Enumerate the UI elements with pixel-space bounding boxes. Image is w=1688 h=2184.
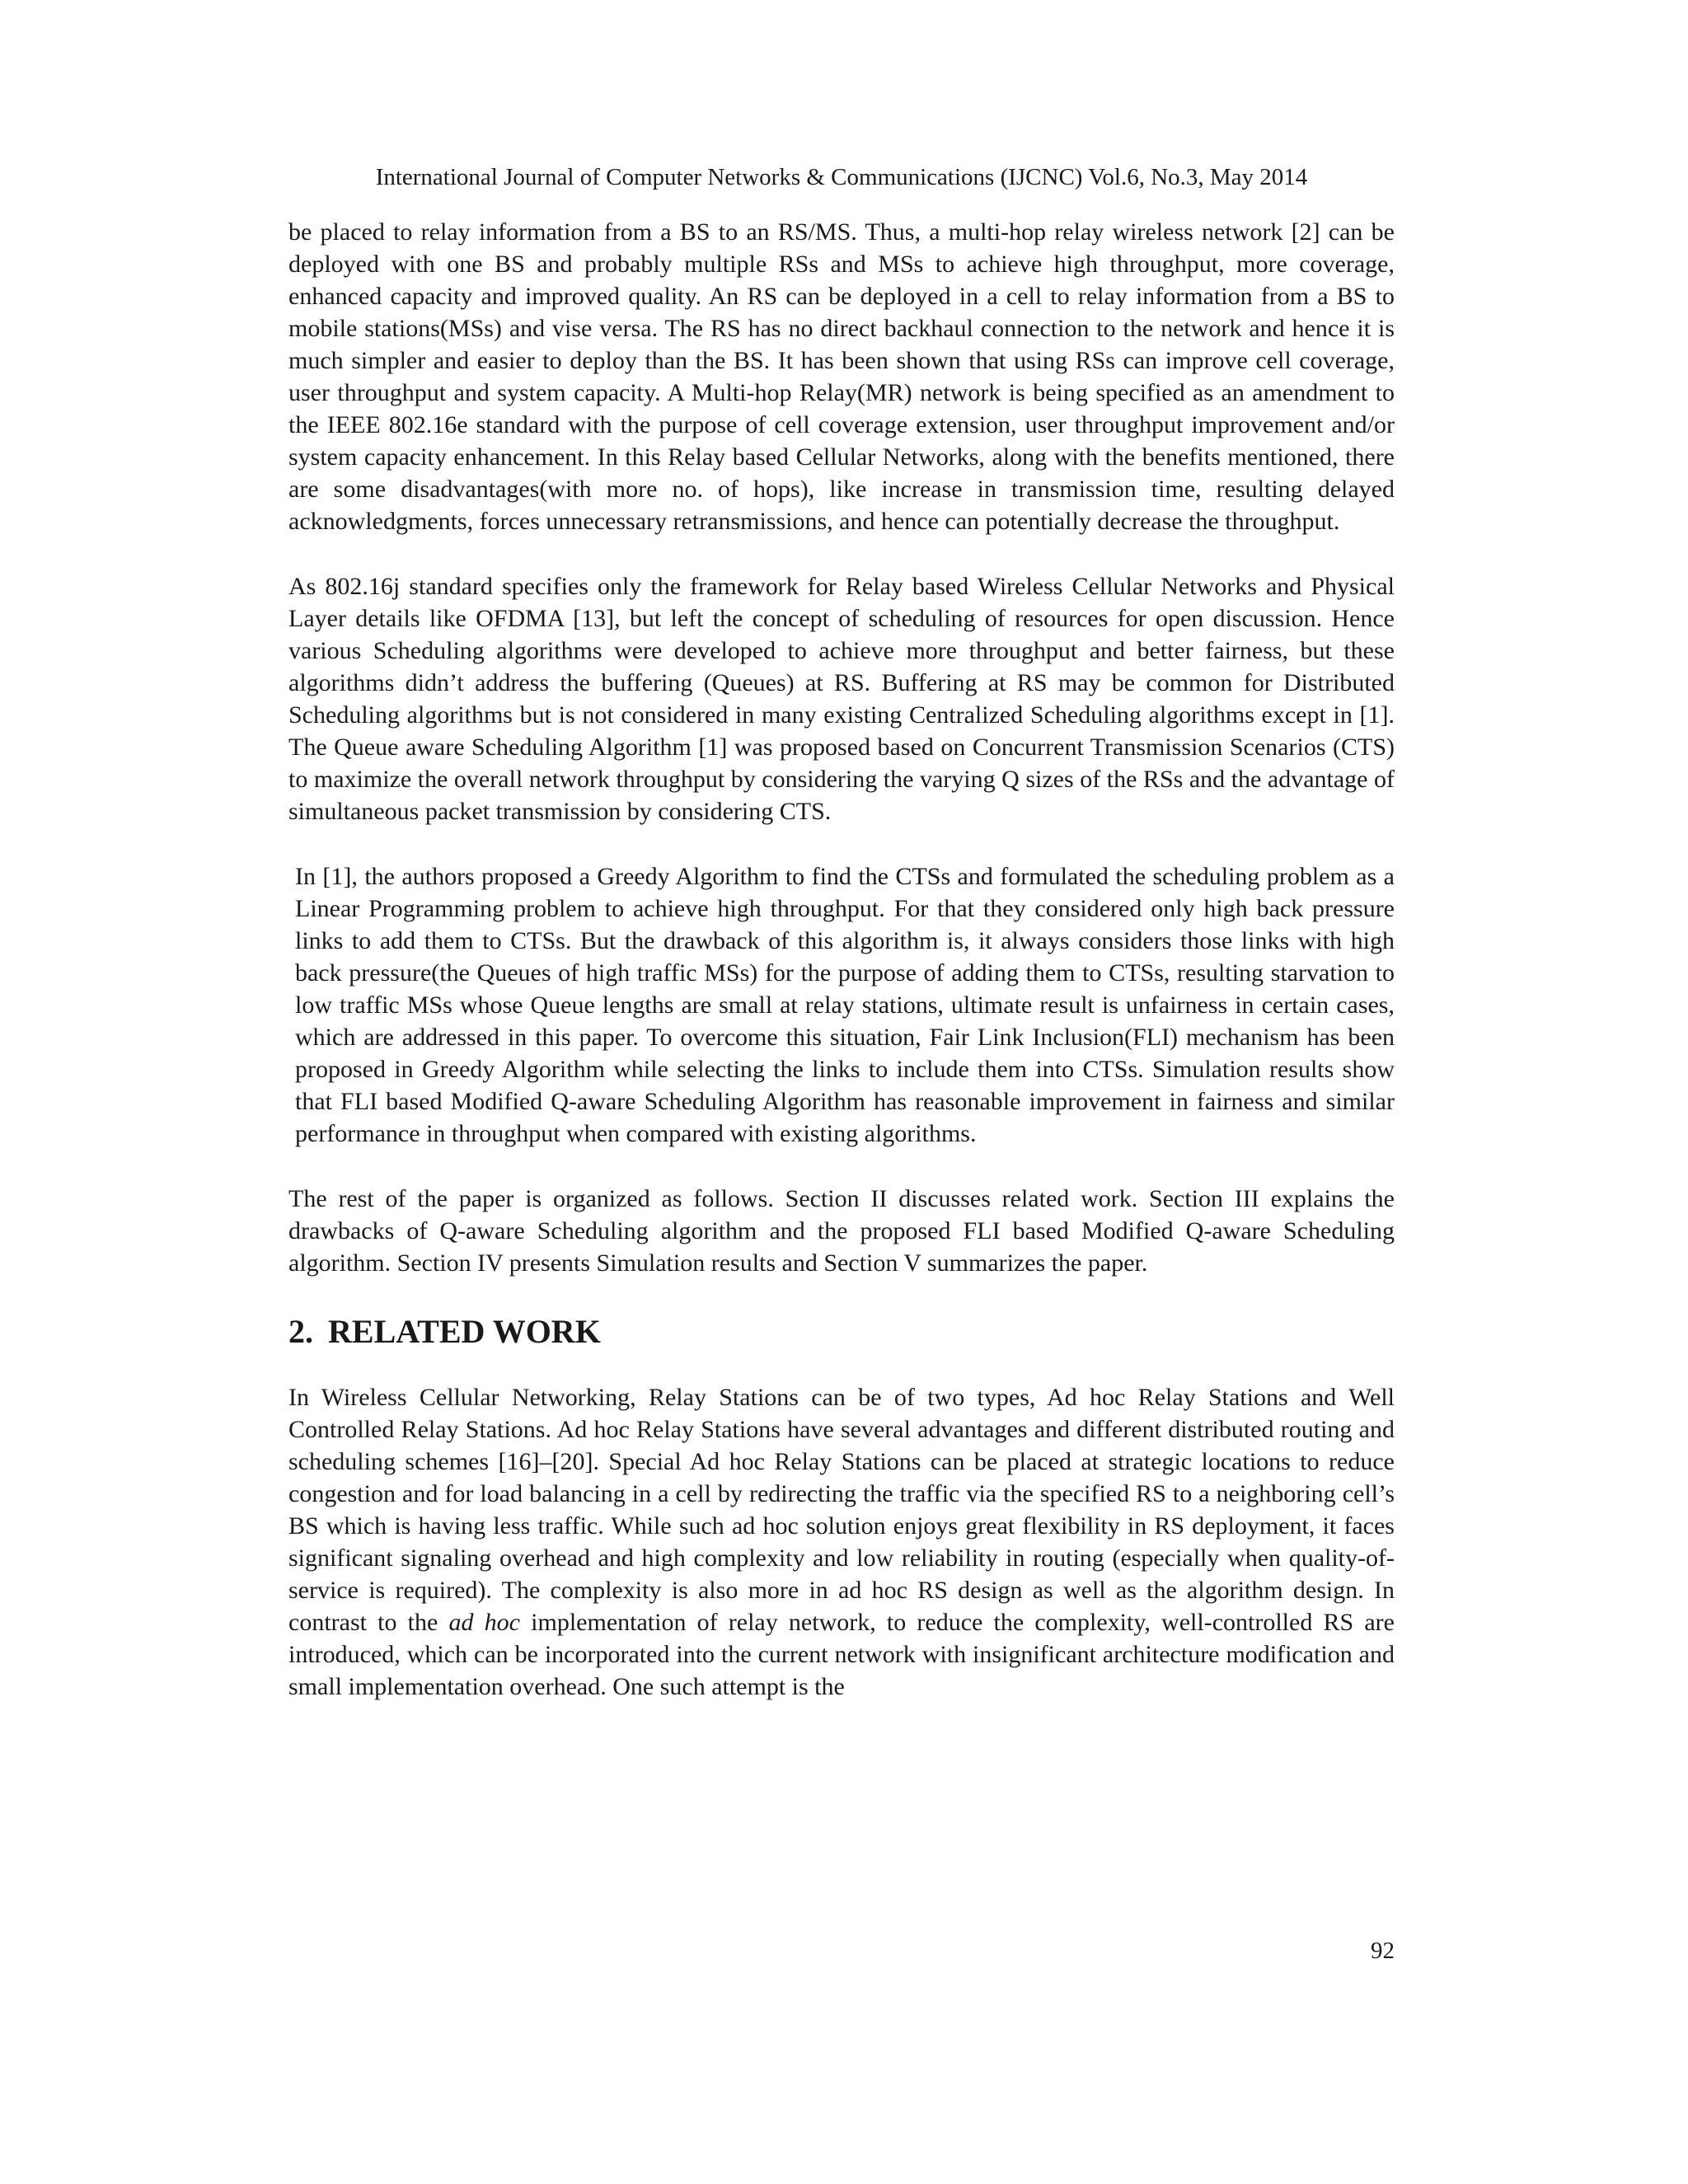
paragraph-related-work	[288, 1381, 1395, 1703]
paragraph-greedy-algorithm: In [1], the authors proposed a Greedy Algorithm to find the CTSs and formulated the scheduling problem as a Linear Programming problem to achieve high throughput. For that they considered only high back pressure links to add them to CTSs. But the drawback of this algorithm is, it always considers those links with high back pressure(the Queues of high traffic MSs) for the purpose of adding them to CTSs, resulting starvation to low traffic MSs whose Queue lengths are small at relay stations, ultimate result is unfairness in certain cases, which are addressed in this paper. To overcome this situation, Fair Link Inclusion(FLI) mechanism has been proposed in Greedy Algorithm while selecting the links to include them into CTSs. Simulation results show that FLI based Modified Q-aware Scheduling Algorithm has reasonable improvement in fairness and similar performance in throughput when compared with existing algorithms.	[295, 863, 1395, 1147]
related-work-text-part2: implementation of relay network, to reduce the complexity, well-controlled RS are introduced, which can be incorporated into the current network with insignificant architecture modification and small implementation overhead. One such attempt is the	[288, 1609, 1395, 1700]
related-work-italic-term: ad hoc	[448, 1609, 520, 1636]
running-header: International Journal of Computer Networks & Communications (IJCNC) Vol.6, No.3, May 2014	[375, 164, 1308, 190]
section-heading-related-work	[288, 1310, 1395, 1353]
paper-page	[288, 0, 1395, 2184]
paragraph-paper-organization: The rest of the paper is organized as follows. Section II discusses related work. Section III explains the drawbacks of Q-aware Scheduling algorithm and the proposed FLI based Modified Q-aware Scheduling algorithm. Section IV presents Simulation results and Section V summarizes the paper.	[288, 1185, 1395, 1277]
section-number: 2.	[288, 1313, 313, 1350]
section-title: RELATED WORK	[328, 1313, 601, 1350]
paragraph-80216j-standard: As 802.16j standard specifies only the framework for Relay based Wireless Cellular Networks and Physical Layer details like OFDMA [13], but left the concept of scheduling of resources for open discussion. Hence various Scheduling algorithms were developed to achieve more throughput and better fairness, but these algorithms didn’t address the buffering (Queues) at RS. Buffering at RS may be common for Distributed Scheduling algorithms but is not considered in many existing Centralized Scheduling algorithms except in [1]. The Queue aware Scheduling Algorithm [1] was proposed based on Concurrent Transmission Scenarios (CTS) to maximize the overall network throughput by considering the varying Q sizes of the RSs and the advantage of simultaneous packet transmission by considering CTS.	[288, 573, 1395, 825]
page-number: 92	[1371, 1938, 1395, 1964]
related-work-text-part1: In Wireless Cellular Networking, Relay Stations can be of two types, Ad hoc Relay Stations and Well Controlled Relay Stations. Ad hoc Relay Stations have several advantages and different distributed routing and scheduling schemes [16]–[20]. Special Ad hoc Relay Stations can be placed at strategic locations to reduce congestion and for load balancing in a cell by redirecting the traffic via the specified RS to a neighboring cell’s BS which is having less traffic. While such ad hoc solution enjoys great flexibility in RS deployment, it faces significant signaling overhead and high complexity and low reliability in routing (especially when quality-of-service is required). The complexity is also more in ad hoc RS design as well as the algorithm design. In contrast to the	[288, 1384, 1395, 1636]
page-body	[288, 216, 1395, 1736]
paragraph-intro-continued: be placed to relay information from a BS to an RS/MS. Thus, a multi-hop relay wireless network [2] can be deployed with one BS and probably multiple RSs and MSs to achieve high throughput, more coverage, enhanced capacity and improved quality. An RS can be deployed in a cell to relay information from a BS to mobile stations(MSs) and vise versa. The RS has no direct backhaul connection to the network and hence it is much simpler and easier to deploy than the BS. It has been shown that using RSs can improve cell coverage, user throughput and system capacity. A Multi-hop Relay(MR) network is being specified as an amendment to the IEEE 802.16e standard with the purpose of cell coverage extension, user throughput improvement and/or system capacity enhancement. In this Relay based Cellular Networks, along with the benefits mentioned, there are some disadvantages(with more no. of hops), like increase in transmission time, resulting delayed acknowledgments, forces unnecessary retransmissions, and hence can potentially decrease the throughput.	[288, 218, 1395, 535]
